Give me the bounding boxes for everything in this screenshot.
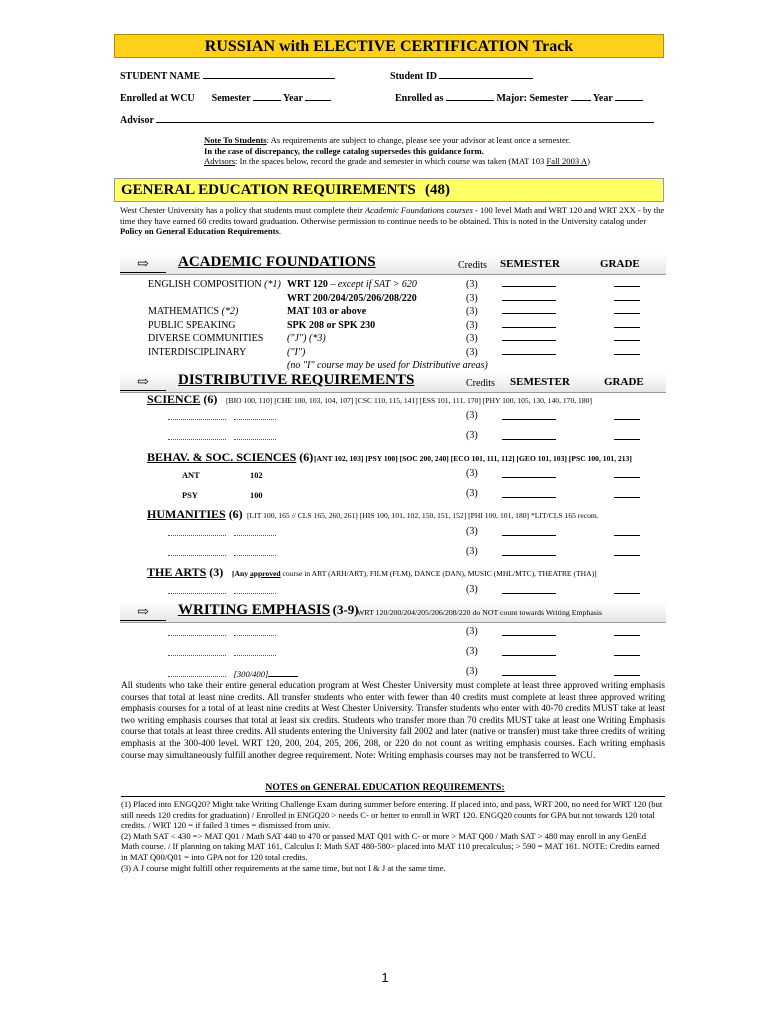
policy-text-2: - 100 level Math and WRT 120 and WRT 2XX - by the time they have earned 60 credits toward graduation. Otherwise permission to continue needs to be obtained. This is noted in the University catalog under [120,205,665,226]
course-number-field[interactable] [234,433,276,440]
student-id-label: Student ID [390,71,437,82]
semester-field[interactable] [502,319,556,328]
af-label-english [148,278,281,292]
arrow-icon: ⇨ [120,604,166,621]
credits-header: Credits [458,260,487,271]
af-label-math [148,305,281,319]
af-courses [287,278,488,373]
af-footnote: (no "I" course may be used for Distributive areas) [287,360,488,371]
student-id-field[interactable] [439,69,533,79]
af-semester-fields [502,278,556,359]
page-number: 1 [381,970,389,985]
af-credits [466,278,478,359]
course-field[interactable] [168,413,226,420]
note-students [204,135,664,146]
year-label: Year [282,93,303,104]
arts-courses [232,569,597,578]
writing-grade [614,624,640,684]
year2-field[interactable] [615,91,643,101]
behav-credits-col [466,464,478,504]
af-course-spk [287,319,488,333]
science-label: SCIENCE [147,392,201,406]
grade-field[interactable] [614,319,640,328]
note-students-text: : As requirements are subject to change, please see your advisor at least once a semester. [266,135,571,145]
af-course-wrt200: WRT 200/204/205/206/208/220 [287,292,417,304]
policy-text-1: West Chester University has a policy that students must complete their [120,205,363,215]
behav-credits: (6) [299,450,314,464]
academic-foundations-title: ACADEMIC FOUNDATIONS [178,254,376,270]
semester-field[interactable] [502,346,556,355]
writing-title: WRITING EMPHASIS [178,602,331,618]
semester-field[interactable] [502,527,556,536]
note-1: (1) Placed into ENGQ20? Might take Writing Challenge Exam during summer before entering. If placed into, and pass, WRT 200, no need for WRT 120 (but still needs 120 credits for graduation) / Enrolled in ENGQ20 > needs C- or better to enroll in WRT 120. ENGQ20 counts for GPA but not towards 120 total credits. / WRT 120 = if failed 3 times = dismissed from univ. [121,799,663,831]
behav-numbers [250,466,263,506]
course-number-field[interactable] [234,629,276,636]
af-label-note: (*1) [264,279,281,290]
distributive-title: DISTRIBUTIVE REQUIREMENTS [178,372,415,388]
row-credit: (3) [466,430,478,441]
grade-field[interactable] [614,305,640,314]
enrolled-label: Enrolled at WCU [120,93,195,104]
af-credit: (3) [466,279,478,290]
af-label-interdisciplinary: INTERDISCIPLINARY [148,346,247,358]
arts-courses-approved: approved [249,569,281,578]
humanities-credits-col [466,522,478,562]
advisors-end: ) [587,156,590,167]
behav-number: 100 [250,491,263,500]
grade-field[interactable] [614,292,640,301]
af-course-wrt120 [287,278,488,292]
student-name-label: STUDENT NAME [120,71,201,82]
course-number-field[interactable] [234,649,276,656]
year2-label: Year [592,93,613,104]
advisors-note [204,156,664,167]
behav-subjects [182,466,200,506]
humanities-credits: (6) [228,507,243,521]
science-semester [502,408,556,448]
row-credit: (3) [466,526,478,537]
gen-ed-credits: (48) [425,182,450,198]
row-credit: (3) [466,626,478,637]
writing-heading [178,602,359,619]
arrow-icon: ⇨ [120,256,166,273]
course-field[interactable] [168,670,226,677]
course-number-field[interactable] [234,549,276,556]
notes-list [121,796,665,873]
humanities-courses: [LIT 100, 165 // CLS 165, 260, 261] [HIS 100, 101, 102, 150, 151, 152] [PHI 100, 101, 180] *LIT/CLS 165 recom. [247,511,599,520]
student-id-row [390,69,533,82]
arts-credits: (3) [209,565,224,579]
semester-field[interactable] [253,91,281,101]
row-credit: (3) [466,488,478,499]
notes-title [0,782,770,793]
humanities-semester [502,524,556,564]
science-courses: [BIO 100, 110] [CHE 100, 103, 104, 107] [CSC 110, 115, 141] [ESS 101, 111, 170] [PHY 100, 105, 130, 140, 170, 180] [226,396,592,405]
row-credit: (3) [466,468,478,479]
af-credit: (3) [466,333,478,344]
af-credit: (3) [466,292,478,304]
discrepancy-note: In the case of discrepancy, the college catalog supersedes this guidance form. [204,145,484,156]
af-course-text: SPK 208 [287,319,324,331]
af-label-text: MATHEMATICS [148,306,220,317]
behav-subject: PSY [182,491,198,500]
grade-field[interactable] [614,411,640,420]
af-course-note: – except if SAT > 620 [327,279,417,290]
student-name-field[interactable] [203,69,335,79]
grade-field[interactable] [614,278,640,287]
semester-field[interactable] [502,332,556,341]
advisor-row [120,113,654,126]
af-label-speaking: PUBLIC SPEAKING [148,319,236,331]
student-name-row [120,69,335,82]
behav-number: 102 [250,471,263,480]
arts-credits-col [466,580,478,600]
course-number-field[interactable] [234,587,276,594]
behav-subject: ANT [182,471,200,480]
af-credit: (3) [466,306,478,317]
credits-header: Credits [466,378,495,389]
arts-grade [614,582,640,602]
course-field[interactable] [168,649,226,656]
science-credits: (6) [203,392,218,406]
humanities-label: HUMANITIES [147,507,226,521]
course-field[interactable] [168,629,226,636]
semester-header: SEMESTER [510,376,570,388]
semester-label: Semester [211,93,251,104]
semester-field[interactable] [502,547,556,556]
gen-ed-banner [114,178,664,202]
advisor-field[interactable] [156,113,654,123]
behav-heading [147,450,313,465]
semester-field[interactable] [502,489,556,498]
semester-field[interactable] [502,431,556,440]
af-label-diverse: DIVERSE COMMUNITIES [148,333,264,344]
science-credits-col [466,406,478,446]
arts-rows [168,582,276,602]
grade-field[interactable] [614,647,640,656]
semester-header: SEMESTER [500,258,560,270]
semester-field[interactable] [502,305,556,314]
grade-field[interactable] [614,332,640,341]
af-labels [148,278,281,359]
writing-note: WRT 120/200/204/205/206/208/220 do NOT count towards Writing Emphasis [357,608,603,617]
arts-courses-pre: [Any [232,569,250,578]
major-semester-label: Major: Semester [496,93,569,104]
grade-field[interactable] [614,469,640,478]
advisors-example: Fall 2003 A [546,156,588,167]
behav-label: BEHAV. & SOC. SCIENCES [147,450,297,464]
writing-credits: (3-9) [332,602,359,617]
course-number-field[interactable] [234,529,276,536]
course-field[interactable] [168,529,226,536]
semester-field[interactable] [502,278,556,287]
row-credit: (3) [466,584,478,595]
grade-header: GRADE [604,376,644,388]
semester-field[interactable] [502,292,556,301]
science-rows [168,408,276,448]
arts-heading [147,565,223,580]
af-course-note: or SPK 230 [323,319,376,331]
behav-grade [614,466,640,506]
course-field[interactable] [168,587,226,594]
humanities-heading [147,507,243,522]
policy-bold: Policy on General Education Requirements [120,226,279,237]
semester-field[interactable] [502,469,556,478]
science-grade [614,408,640,448]
grade-field[interactable] [614,527,640,536]
advisors-text: : In the spaces below, record the grade and semester in which course was taken (MAT 103 [235,156,545,167]
policy-italic: Academic Foundations courses [364,205,473,215]
year-field[interactable] [305,91,331,101]
grade-field[interactable] [614,489,640,498]
course-field[interactable] [168,549,226,556]
page-title: RUSSIAN with ELECTIVE CERTIFICATION Track [114,34,664,58]
course-number-field[interactable] [234,413,276,420]
note-3: (3) A J course might fulfill other requirements at the same time, but not I & J at the same time. [121,862,446,873]
note-students-label: Note To Students [204,135,267,145]
af-course-i: ("I") [287,346,306,358]
gen-ed-title: GENERAL EDUCATION REQUIREMENTS [121,182,416,198]
arts-semester [502,582,556,602]
writing-level-label: [300/400] [233,669,269,679]
science-heading [147,392,217,407]
behav-courses: [ANT 102, 103] [PSY 100] [SOC 200, 240] [ECO 101, 111, 112] [GEO 101, 103] [PSC 100, 101, 213] [314,454,632,463]
note-2: (2) Math SAT < 430 => MAT Q01 / Math SAT 440 to 470 or passed MAT Q01 with C- or more > MAT Q00 / Math SAT > 480 may enroll in any GenEd Math course. / If planning on taking MAT 161, Calculus I: Math SAT 480-580> placed into MAT 110 precalculus; > 590 = MAT 161. NOTE: Credits earned in MAT Q00/Q01 = into GPA not for 120 total credits. [121,830,660,862]
writing-credits-col [466,622,478,682]
semester-field[interactable] [502,647,556,656]
af-course-mat: MAT 103 or above [287,306,367,317]
writing-rows [168,624,298,685]
grade-field[interactable] [614,667,640,676]
advisor-label: Advisor [120,115,154,126]
course-field[interactable] [168,433,226,440]
row-credit: (3) [466,410,478,421]
writing-semester [502,624,556,684]
af-course-text: WRT 120 [287,279,328,290]
enrolled-as-row [395,91,643,104]
af-course-j: ("J") (*3) [287,333,326,344]
af-label-text: ENGLISH COMPOSITION [148,279,262,290]
semester-field[interactable] [502,411,556,420]
af-label-note: (*2) [221,306,239,317]
semester-field[interactable] [502,585,556,594]
row-credit: (3) [466,546,478,557]
arrow-icon: ⇨ [120,374,166,391]
row-credit: (3) [466,646,478,657]
enrolled-as-label: Enrolled as [395,93,444,104]
enrolled-as-field[interactable] [446,91,494,101]
enrolled-row [120,91,331,104]
grade-field[interactable] [614,585,640,594]
grade-header: GRADE [600,258,640,270]
af-label-blank [148,292,281,306]
grade-field[interactable] [614,346,640,355]
writing-emphasis-paragraph: All students who take their entire general education program at West Chester University must complete at least three approved writing emphasis courses that total at least nine credits. All transfer students who enter with fewer than 40 credits must complete at least three approved writing emphasis courses for a total of at least nine credits at West Chester University. Transfer students who enter with 40-70 credits MUST take at least two writing emphasis courses that total at least six credits. Students who transfer more than 70 credits MUST take at least one Writing Emphasis course that totals at least three credits. All students entering the University fall 2002 and later (native or transfer) must take three credits of writing emphasis at the 300-400 level. WRT 120, 200, 204, 205, 206, 208, or 220 do not count as writing emphasis courses. Each writing emphasis course may simultaneously fulfill another degree requirement. Note: Writing emphasis courses may not be transferred to WCU. [121,681,665,761]
semester-field[interactable] [502,667,556,676]
advisors-label: Advisors [204,156,236,167]
humanities-grade [614,524,640,564]
grade-field[interactable] [614,547,640,556]
writing-level-field[interactable] [268,670,298,677]
top-notes [204,135,664,167]
grade-field[interactable] [614,431,640,440]
policy-end: . [278,226,281,237]
arts-label: THE ARTS [147,565,207,579]
af-credit: (3) [466,346,478,358]
behav-semester [502,466,556,506]
af-credit: (3) [466,319,478,331]
humanities-rows [168,524,276,564]
af-grade-fields [614,278,640,359]
grade-field[interactable] [614,627,640,636]
notes-title-text: NOTES on GENERAL EDUCATION REQUIREMENTS: [265,782,505,793]
gen-ed-policy [120,205,665,237]
row-credit: (3) [466,666,478,677]
arts-courses-post: course in ART (ARH/ART), FILM (FLM), DANCE (DAN), MUSIC (MHL/MTC), THEATRE (THA)] [280,569,597,578]
semester-field[interactable] [502,627,556,636]
major-semester-field[interactable] [571,91,591,101]
